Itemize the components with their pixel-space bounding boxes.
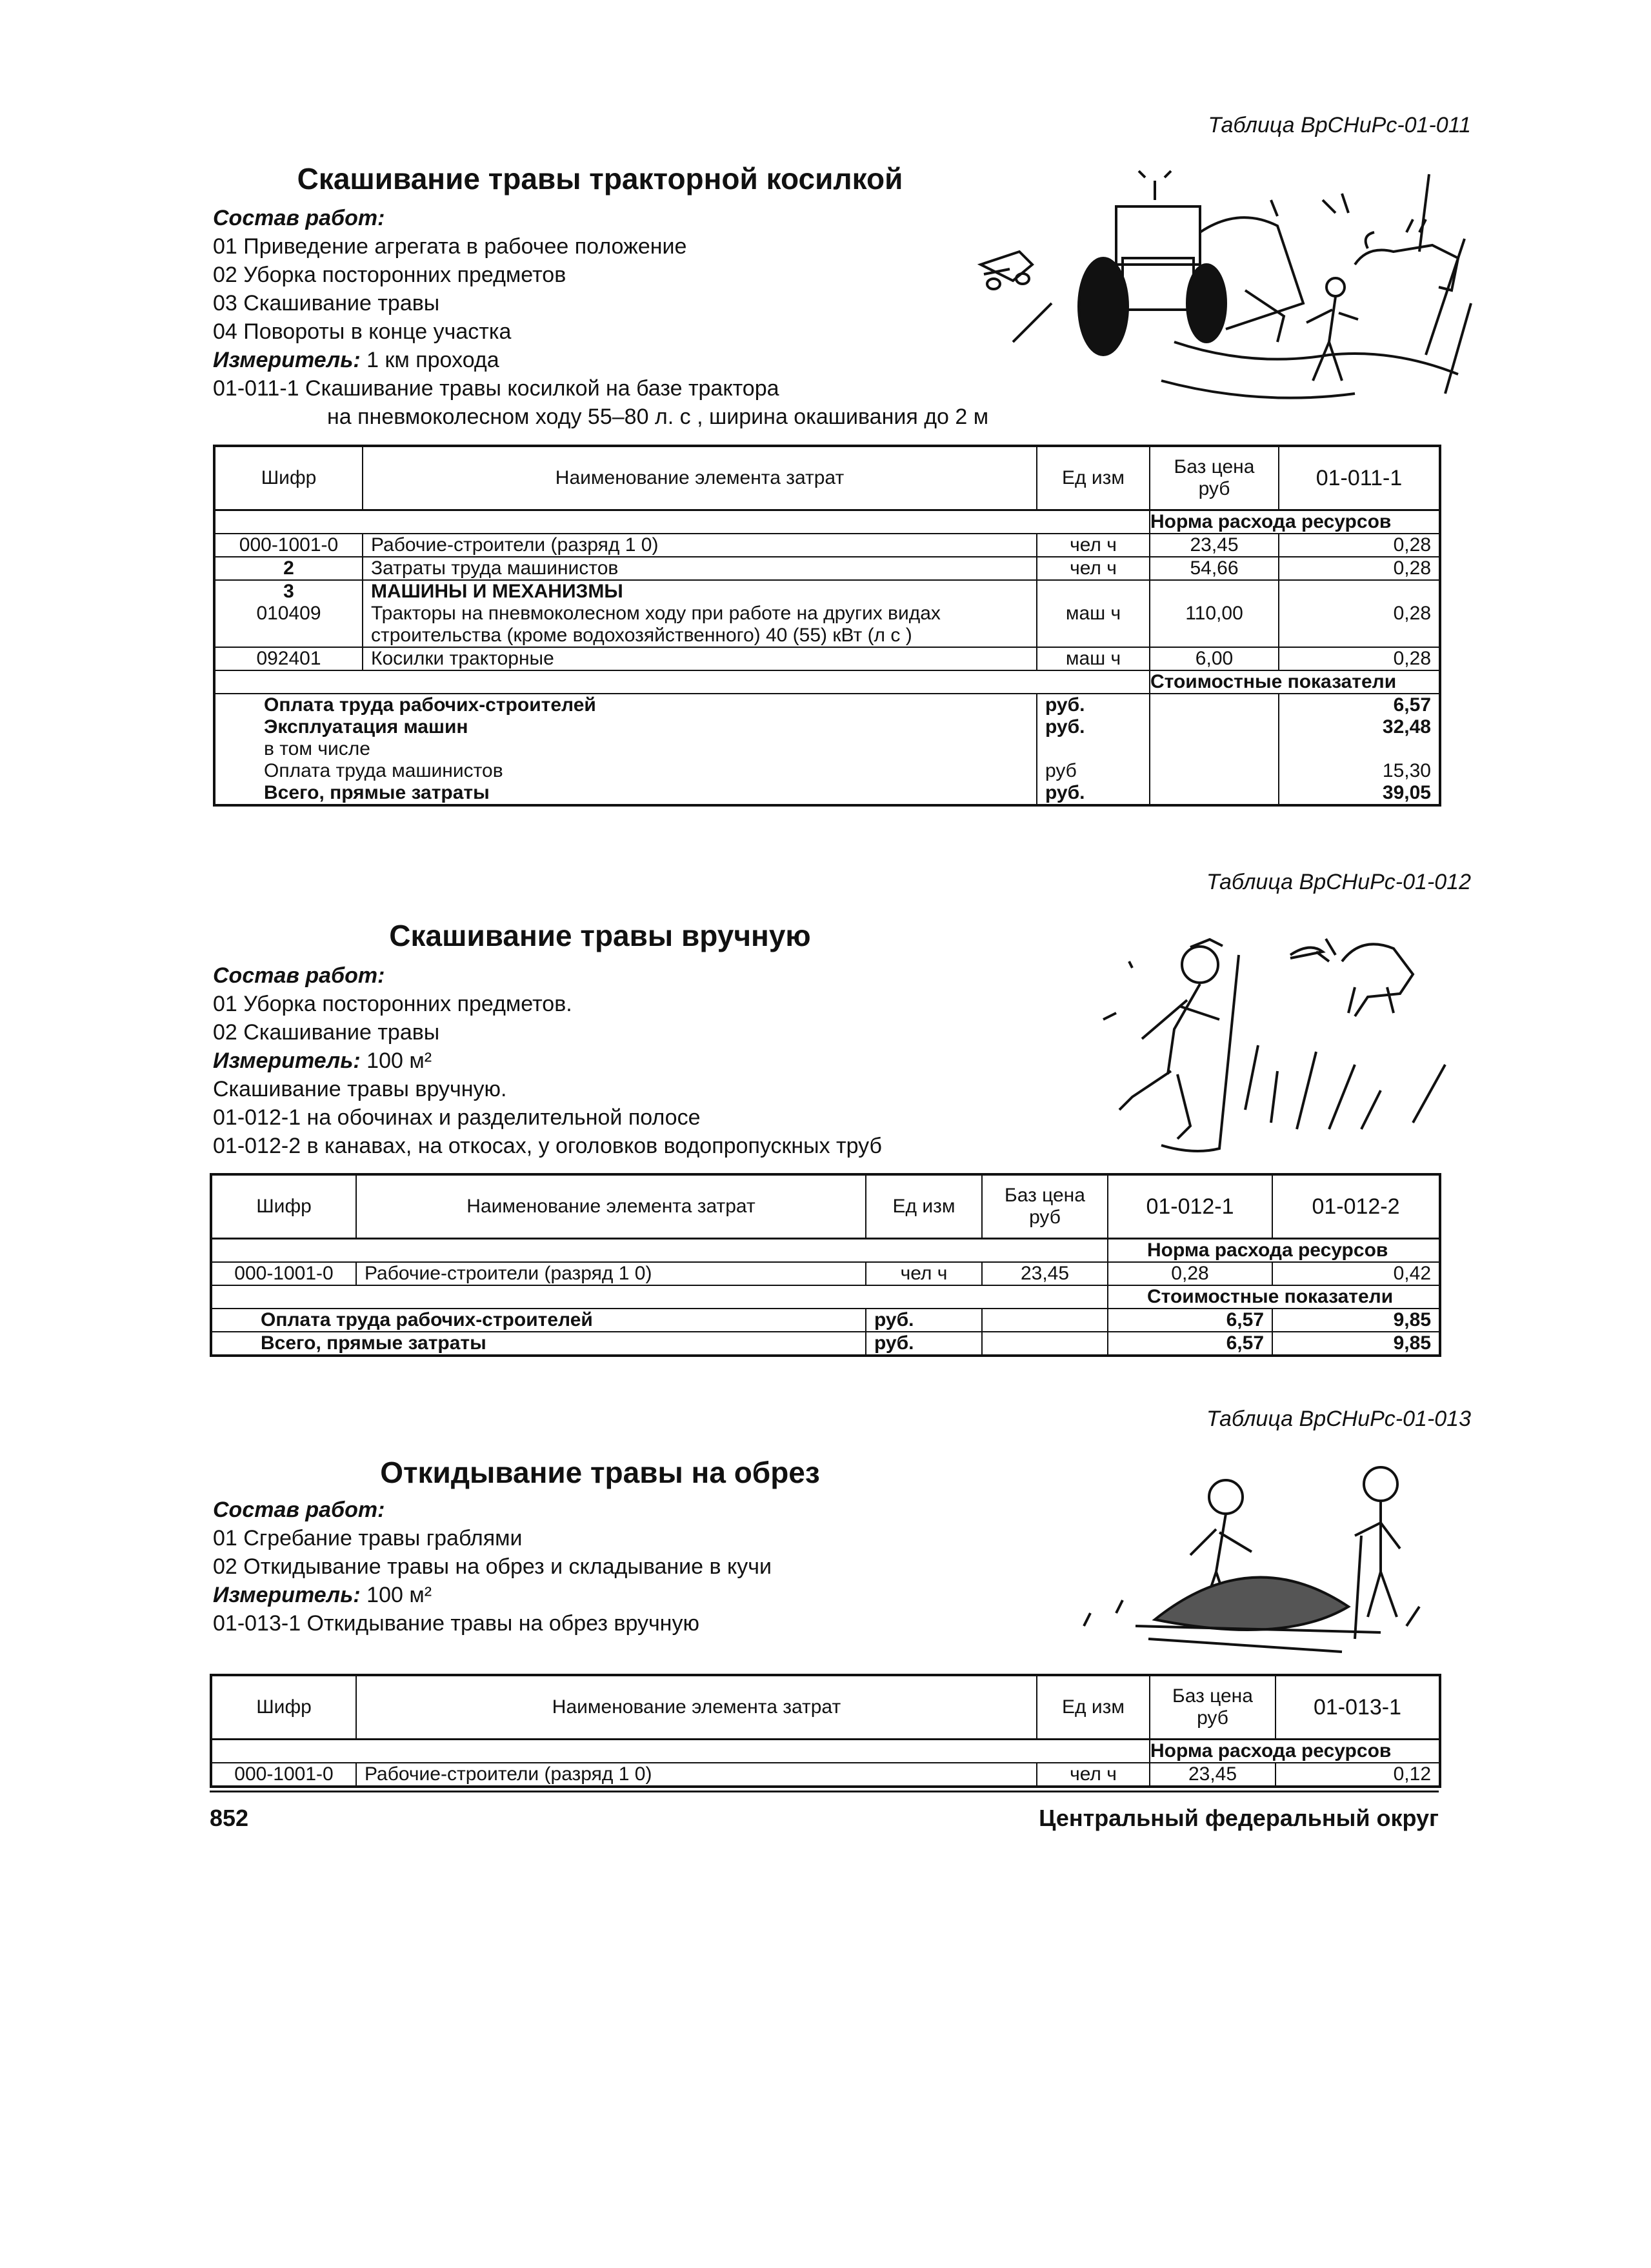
band-row xyxy=(211,1740,1440,1763)
cost-unit: руб. xyxy=(866,1309,982,1332)
table-row xyxy=(211,1262,1440,1285)
cell-price: 110,00 xyxy=(1150,603,1279,647)
cost-name: Оплата труда рабочих-строителей xyxy=(211,1309,866,1332)
measure-label: Измеритель: xyxy=(213,1049,361,1073)
resource-table xyxy=(213,445,1441,807)
cell-unit: чел ч xyxy=(1037,1763,1150,1787)
raking-workers-illustration xyxy=(1058,1452,1471,1671)
header-price: Баз цена руб xyxy=(1150,1675,1276,1740)
band-row xyxy=(214,670,1440,694)
measure-line xyxy=(213,1047,1116,1075)
cost-name: Эксплуатация машин xyxy=(214,716,1037,738)
section-title: Скашивание травы тракторной косилкой xyxy=(297,162,903,196)
table-row xyxy=(214,557,1440,580)
cell-code: 3 xyxy=(214,580,363,603)
resource-table xyxy=(210,1173,1441,1357)
cell-price: 23,45 xyxy=(1150,1763,1276,1787)
cost-unit: руб. xyxy=(1037,716,1150,738)
section-text xyxy=(213,961,1116,1160)
table-row xyxy=(211,1763,1440,1787)
cost-row xyxy=(211,1309,1440,1332)
cost-value: 9,85 xyxy=(1272,1332,1440,1356)
header-column: 01-011-1 xyxy=(1279,446,1440,510)
table-caption: Таблица ВрСНиРс-01-013 xyxy=(1206,1407,1471,1431)
step-item: 02 Скашивание травы xyxy=(213,1020,440,1045)
description-line: 01-013-1 Откидывание травы на обрез вручную xyxy=(213,1611,699,1636)
step-item: 01 Сгребание травы граблями xyxy=(213,1526,523,1550)
table-header xyxy=(211,1675,1440,1740)
cost-value: 6,57 xyxy=(1108,1309,1272,1332)
table-header xyxy=(211,1174,1440,1239)
cost-row xyxy=(214,782,1440,805)
cell-value: 0,28 xyxy=(1108,1262,1272,1285)
cost-value: 15,30 xyxy=(1279,760,1440,782)
step-item: 02 Уборка посторонних предметов xyxy=(213,263,566,287)
table-row xyxy=(214,647,1440,670)
step-item: 02 Откидывание травы на обрез и складывание в кучи xyxy=(213,1554,772,1579)
cost-row xyxy=(214,738,1440,760)
table-caption: Таблица ВрСНиРс-01-012 xyxy=(1206,870,1471,894)
cell-value: 0,28 xyxy=(1279,603,1440,647)
cell-name: Рабочие-строители (разряд 1 0) xyxy=(356,1763,1037,1787)
cell-code: 000-1001-0 xyxy=(211,1763,356,1787)
cell-name xyxy=(363,603,1037,647)
cost-unit: руб. xyxy=(1037,782,1150,805)
cell-name: Косилки тракторные xyxy=(363,647,1037,670)
cell-code: 2 xyxy=(214,557,363,580)
footer-region: Центральный федеральный округ xyxy=(1039,1805,1439,1831)
page-number: 852 xyxy=(210,1805,249,1831)
table-row xyxy=(214,580,1440,603)
cell-name: Рабочие-строители (разряд 1 0) xyxy=(356,1262,866,1285)
table-row xyxy=(214,534,1440,557)
cost-value: 6,57 xyxy=(1108,1332,1272,1356)
measure-value: 1 км прохода xyxy=(360,348,499,372)
cell-name-line: Тракторы на пневмоколесном ходу при работе на других видах xyxy=(371,603,941,624)
header-code: Шифр xyxy=(211,1675,356,1740)
footer-rule xyxy=(210,1791,1439,1792)
header-unit: Ед изм xyxy=(866,1174,982,1239)
cell-unit: чел ч xyxy=(866,1262,982,1285)
cost-name: Оплата труда рабочих-строителей xyxy=(214,694,1037,716)
cost-name: в том числе xyxy=(214,738,1037,760)
cost-value: 39,05 xyxy=(1279,782,1440,805)
cell-value: 0,28 xyxy=(1279,534,1440,557)
step-item: 01 Приведение агрегата в рабочее положение xyxy=(213,234,687,259)
header-unit: Ед изм xyxy=(1037,1675,1150,1740)
cost-row xyxy=(214,716,1440,738)
cost-row xyxy=(214,694,1440,716)
header-code: Шифр xyxy=(211,1174,356,1239)
composition-label: Состав работ: xyxy=(213,1498,385,1522)
cell-unit: чел ч xyxy=(1037,557,1150,580)
band-costs: Стоимостные показатели xyxy=(1150,670,1440,694)
cell-code: 000-1001-0 xyxy=(211,1262,356,1285)
band-costs: Стоимостные показатели xyxy=(1108,1285,1440,1309)
cell-unit: маш ч xyxy=(1037,647,1150,670)
description-line: на пневмоколесном ходу 55–80 л. с , ширина окашивания до 2 м xyxy=(327,405,989,429)
header-code: Шифр xyxy=(214,446,363,510)
section-text xyxy=(213,1496,1116,1638)
tractor-mower-illustration xyxy=(955,161,1477,432)
description-line: 01-012-1 на обочинах и разделительной полосе xyxy=(213,1105,701,1130)
measure-line xyxy=(213,1581,1116,1609)
band-norms: Норма расхода ресурсов xyxy=(1108,1239,1440,1263)
cost-value: 9,85 xyxy=(1272,1309,1440,1332)
band-norms: Норма расхода ресурсов xyxy=(1150,1740,1440,1763)
cell-name: Рабочие-строители (разряд 1 0) xyxy=(363,534,1037,557)
cell-code: 092401 xyxy=(214,647,363,670)
cost-value: 6,57 xyxy=(1279,694,1440,716)
description-line: Скашивание травы вручную. xyxy=(213,1077,507,1101)
resource-table xyxy=(210,1674,1441,1788)
header-column: 01-013-1 xyxy=(1276,1675,1440,1740)
cost-row xyxy=(211,1332,1440,1356)
header-price: Баз цена руб xyxy=(1150,446,1279,510)
cell-name: МАШИНЫ И МЕХАНИЗМЫ xyxy=(363,580,1037,603)
description-line: 01-011-1 Скашивание травы косилкой на базе трактора xyxy=(213,376,779,401)
header-unit: Ед изм xyxy=(1037,446,1150,510)
band-norms: Норма расхода ресурсов xyxy=(1150,510,1440,534)
scythe-worker-illustration xyxy=(1052,916,1477,1174)
section-title: Откидывание травы на обрез xyxy=(380,1456,820,1489)
cell-code: 000-1001-0 xyxy=(214,534,363,557)
header-column: 01-012-2 xyxy=(1272,1174,1440,1239)
band-row xyxy=(211,1239,1440,1263)
cell-value: 0,28 xyxy=(1279,647,1440,670)
measure-label: Измеритель: xyxy=(213,348,361,372)
measure-value: 100 м² xyxy=(360,1583,432,1607)
cost-unit: руб xyxy=(1037,760,1150,782)
cost-name: Оплата труда машинистов xyxy=(214,760,1037,782)
cost-value: 32,48 xyxy=(1279,716,1440,738)
description-line: 01-012-2 в канавах, на откосах, у оголовков водопропускных труб xyxy=(213,1134,882,1158)
header-column: 01-012-1 xyxy=(1108,1174,1272,1239)
cell-name-line: строительства (кроме водохозяйственного) 40 (55) кВт (л с ) xyxy=(371,625,912,646)
cell-value: 0,42 xyxy=(1272,1262,1440,1285)
header-name: Наименование элемента затрат xyxy=(356,1675,1037,1740)
step-item: 04 Повороты в конце участка xyxy=(213,319,512,344)
header-name: Наименование элемента затрат xyxy=(363,446,1037,510)
table-row xyxy=(214,603,1440,647)
band-row xyxy=(214,510,1440,534)
cell-price: 23,45 xyxy=(1150,534,1279,557)
step-item: 03 Скашивание травы xyxy=(213,291,440,316)
band-row xyxy=(211,1285,1440,1309)
cell-price: 23,45 xyxy=(982,1262,1108,1285)
table-caption: Таблица ВрСНиРс-01-011 xyxy=(1208,113,1471,137)
cell-code: 010409 xyxy=(214,603,363,647)
cell-value: 0,28 xyxy=(1279,557,1440,580)
cell-unit: маш ч xyxy=(1037,603,1150,647)
header-name: Наименование элемента затрат xyxy=(356,1174,866,1239)
section-title: Скашивание травы вручную xyxy=(389,919,811,952)
cell-value: 0,12 xyxy=(1276,1763,1440,1787)
table-header xyxy=(214,446,1440,510)
cell-unit: чел ч xyxy=(1037,534,1150,557)
cell-price: 6,00 xyxy=(1150,647,1279,670)
measure-value: 100 м² xyxy=(360,1049,432,1073)
cost-unit: руб. xyxy=(1037,694,1150,716)
cost-name: Всего, прямые затраты xyxy=(214,782,1037,805)
cost-name: Всего, прямые затраты xyxy=(211,1332,866,1356)
cost-unit: руб. xyxy=(866,1332,982,1356)
composition-label: Состав работ: xyxy=(213,206,385,230)
cell-name: Затраты труда машинистов xyxy=(363,557,1037,580)
cost-row xyxy=(214,760,1440,782)
step-item: 01 Уборка посторонних предметов. xyxy=(213,992,572,1016)
measure-label: Измеритель: xyxy=(213,1583,361,1607)
header-price: Баз цена руб xyxy=(982,1174,1108,1239)
cell-price: 54,66 xyxy=(1150,557,1279,580)
composition-label: Состав работ: xyxy=(213,963,385,988)
